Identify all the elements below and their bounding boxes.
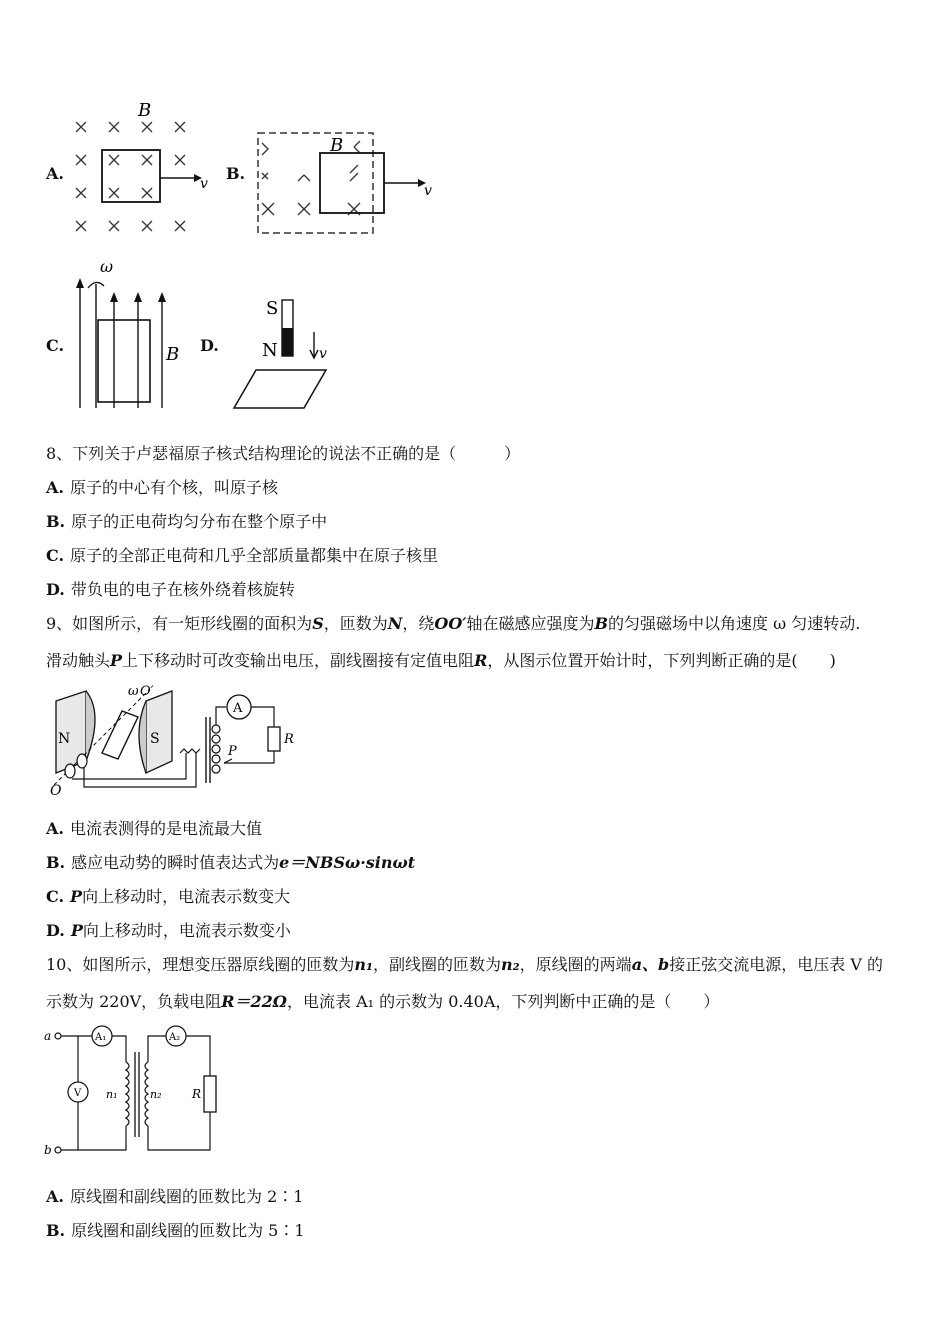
q10-option-a: A. 原线圈和副线圈的匝数比为 2∶1 [46, 1187, 304, 1206]
svg-text:A₂: A₂ [169, 1032, 181, 1043]
svg-text:ω: ω [128, 684, 139, 699]
velocity-label: v [200, 176, 208, 192]
svg-text:B: B [166, 344, 180, 365]
option-a-label: A. [46, 164, 64, 183]
q9-option-d: D. P向上移动时，电流表示数变小 [46, 921, 291, 940]
svg-text:R: R [284, 732, 294, 747]
q8-stem: 8、下列关于卢瑟福原子核式结构理论的说法不正确的是（ ） [46, 444, 521, 463]
load-resistor [204, 1076, 216, 1112]
svg-text:O′: O′ [140, 684, 154, 699]
q8-option-c: C. 原子的全部正电荷和几乎全部质量都集中在原子核里 [46, 546, 439, 565]
svg-text:P: P [228, 744, 237, 759]
secondary-coil [212, 725, 220, 773]
svg-text:b: b [44, 1143, 52, 1157]
q10-transformer-diagram [42, 1022, 227, 1157]
field-arrowheads [76, 278, 166, 302]
option-c-label: C. [46, 336, 65, 355]
q9-option-a: A. 电流表测得的是电流最大值 [46, 819, 262, 838]
svg-text:B: B [330, 135, 344, 156]
q8-option-b: B. 原子的正电荷均匀分布在整个原子中 [46, 512, 328, 531]
svg-text:V: V [74, 1088, 82, 1099]
svg-text:ω: ω [100, 258, 114, 276]
svg-text:v: v [319, 346, 327, 362]
loop-plane [234, 370, 326, 408]
figure-a-diagram [66, 100, 216, 240]
secondary-coil [145, 1062, 148, 1126]
figure-c-diagram [66, 258, 196, 413]
q8-option-a: A. 原子的中心有个核，叫原子核 [46, 478, 278, 497]
coil-rect [102, 150, 160, 202]
option-b-label: B. [226, 164, 246, 183]
figure-b-diagram [250, 125, 450, 240]
cross-marks [76, 122, 185, 231]
primary-coil [126, 1062, 129, 1126]
option-d-label: D. [200, 336, 219, 355]
field-label: B [138, 100, 152, 121]
figure-d-diagram [228, 292, 338, 414]
svg-text:R: R [192, 1087, 202, 1101]
svg-text:S: S [150, 731, 160, 747]
q9-stem-line2: 滑动触头P上下移动时可改变输出电压，副线圈接有定值电阻R，从图示位置开始计时，下列判断正确的是( ) [46, 651, 836, 670]
q10-stem-line1: 10、如图所示，理想变压器原线圈的匝数为n₁，副线圈的匝数为n₂，原线圈的两端a、b接正弦交流电源，电压表 V 的 [46, 955, 883, 974]
q10-stem-line2: 示数为 220V，负载电阻R＝22Ω，电流表 A₁ 的示数为 0.40A，下列判断中正确的是（ ） [46, 992, 720, 1011]
coil [102, 711, 138, 759]
q9-option-c: C. P向上移动时，电流表示数变大 [46, 887, 291, 906]
svg-text:A: A [233, 701, 243, 716]
svg-text:A₁: A₁ [95, 1032, 107, 1043]
svg-text:v: v [424, 183, 432, 199]
svg-text:n₁: n₁ [106, 1088, 118, 1101]
q9-stem-line1: 9、如图所示，有一矩形线圈的面积为S，匝数为N，绕OO′轴在磁感应强度为B的匀强磁场中以角速度 ω 匀速转动. [46, 614, 861, 633]
q10-option-b: B. 原线圈和副线圈的匝数比为 5∶1 [46, 1221, 305, 1240]
svg-text:n₂: n₂ [150, 1088, 162, 1101]
svg-text:N: N [262, 340, 278, 361]
q9-option-b: B. 感应电动势的瞬时值表达式为e＝NBSω·sinωt [46, 853, 416, 872]
svg-text:a: a [44, 1029, 52, 1043]
svg-text:S: S [266, 298, 279, 319]
svg-text:N: N [58, 731, 71, 747]
resistor [268, 727, 280, 751]
q9-generator-diagram [46, 683, 306, 798]
q8-option-d: D. 带负电的电子在核外绕着核旋转 [46, 580, 295, 599]
svg-text:O: O [50, 783, 62, 798]
